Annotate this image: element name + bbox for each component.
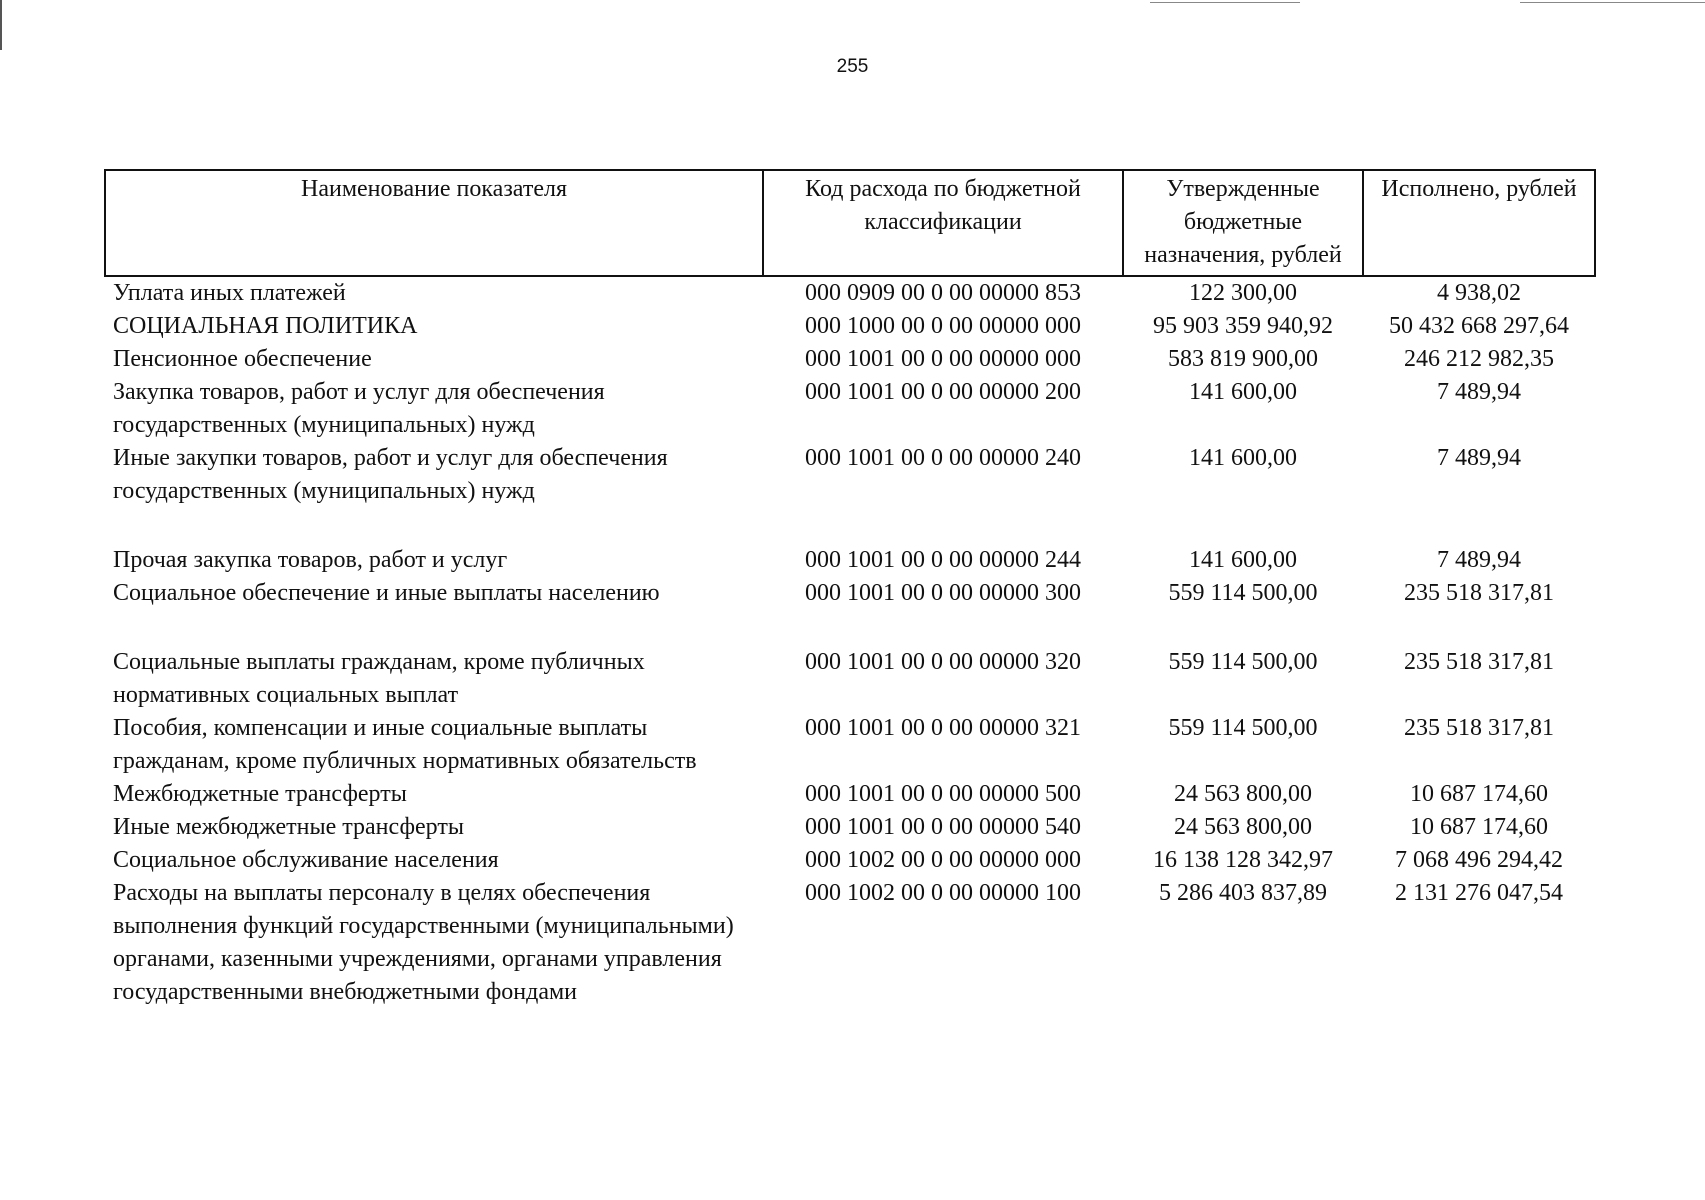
budget-table <box>104 169 1596 1009</box>
row-plan: 5 286 403 837,89 <box>1159 880 1327 906</box>
table-row <box>105 376 1595 442</box>
row-done: 7 489,94 <box>1437 379 1521 405</box>
scan-edge-line <box>1150 2 1300 3</box>
header-name: Наименование показателя <box>105 170 763 276</box>
row-code: 000 1002 00 0 00 00000 100 <box>805 880 1081 906</box>
row-plan: 559 114 500,00 <box>1168 715 1318 741</box>
row-done: 10 687 174,60 <box>1410 781 1548 807</box>
scan-edge-mark <box>0 0 2 50</box>
row-plan: 122 300,00 <box>1189 280 1297 306</box>
table-row <box>105 276 1595 310</box>
row-code: 000 1001 00 0 00 00000 300 <box>805 580 1081 606</box>
row-name: Социальное обеспечение и иные выплаты населению <box>113 580 660 606</box>
row-name: Социальные выплаты гражданам, кроме публичных нормативных социальных выплат <box>113 649 645 708</box>
table-row <box>105 712 1595 778</box>
table-row <box>105 343 1595 376</box>
row-plan: 583 819 900,00 <box>1168 346 1318 372</box>
row-code: 000 1001 00 0 00 00000 240 <box>805 445 1081 471</box>
table-row <box>105 646 1595 712</box>
row-name: Иные закупки товаров, работ и услуг для обеспечения государственных (муниципальных) нужд <box>113 445 668 504</box>
row-code: 000 1001 00 0 00 00000 200 <box>805 379 1081 405</box>
row-code: 000 1001 00 0 00 00000 500 <box>805 781 1081 807</box>
row-done: 7 489,94 <box>1437 547 1521 573</box>
page-number: 255 <box>836 56 869 77</box>
row-done: 235 518 317,81 <box>1404 649 1554 675</box>
row-code: 000 1001 00 0 00 00000 321 <box>805 715 1081 741</box>
header-code: Код расхода по бюджетной классификации <box>763 170 1123 276</box>
table-header-row <box>105 170 1595 276</box>
row-plan: 559 114 500,00 <box>1168 580 1318 606</box>
row-code: 000 1001 00 0 00 00000 000 <box>805 346 1081 372</box>
row-name: Социальное обслуживание населения <box>113 847 499 873</box>
row-done: 2 131 276 047,54 <box>1395 880 1563 906</box>
row-code: 000 0909 00 0 00 00000 853 <box>805 280 1081 306</box>
header-plan: Утвержденные бюджетные назначения, рублей <box>1123 170 1363 276</box>
row-name: Расходы на выплаты персоналу в целях обеспечения выполнения функций государственными (муниципальными) органами, казенными учреждениями, органами управления государственными внебюджетными фондами <box>113 880 734 1005</box>
row-plan: 559 114 500,00 <box>1168 649 1318 675</box>
row-done: 235 518 317,81 <box>1404 580 1554 606</box>
row-plan: 141 600,00 <box>1189 445 1297 471</box>
row-done: 7 068 496 294,42 <box>1395 847 1563 873</box>
table-row <box>105 877 1595 1009</box>
row-plan: 141 600,00 <box>1189 379 1297 405</box>
row-code: 000 1001 00 0 00 00000 320 <box>805 649 1081 675</box>
row-done: 7 489,94 <box>1437 445 1521 471</box>
header-done: Исполнено, рублей <box>1363 170 1595 276</box>
table-row <box>105 577 1595 646</box>
row-plan: 95 903 359 940,92 <box>1153 313 1333 339</box>
scan-edge-line <box>1520 2 1705 3</box>
row-plan: 24 563 800,00 <box>1174 781 1312 807</box>
row-plan: 24 563 800,00 <box>1174 814 1312 840</box>
row-done: 246 212 982,35 <box>1404 346 1554 372</box>
row-plan: 141 600,00 <box>1189 547 1297 573</box>
row-name: СОЦИАЛЬНАЯ ПОЛИТИКА <box>113 313 418 339</box>
table-row <box>105 544 1595 577</box>
table-row <box>105 778 1595 811</box>
row-name: Пенсионное обеспечение <box>113 346 372 372</box>
row-done: 50 432 668 297,64 <box>1389 313 1569 339</box>
row-code: 000 1000 00 0 00 00000 000 <box>805 313 1081 339</box>
row-code: 000 1001 00 0 00 00000 244 <box>805 547 1081 573</box>
row-done: 4 938,02 <box>1437 280 1521 306</box>
table-row <box>105 310 1595 343</box>
row-name: Закупка товаров, работ и услуг для обеспечения государственных (муниципальных) нужд <box>113 379 605 438</box>
row-code: 000 1002 00 0 00 00000 000 <box>805 847 1081 873</box>
row-done: 235 518 317,81 <box>1404 715 1554 741</box>
row-name: Прочая закупка товаров, работ и услуг <box>113 547 508 573</box>
row-name: Пособия, компенсации и иные социальные выплаты гражданам, кроме публичных нормативных обязательств <box>113 715 697 774</box>
row-done: 10 687 174,60 <box>1410 814 1548 840</box>
table-row <box>105 442 1595 544</box>
row-name: Иные межбюджетные трансферты <box>113 814 464 840</box>
table-row <box>105 811 1595 844</box>
table-row <box>105 844 1595 877</box>
row-code: 000 1001 00 0 00 00000 540 <box>805 814 1081 840</box>
row-plan: 16 138 128 342,97 <box>1153 847 1333 873</box>
row-name: Уплата иных платежей <box>113 280 346 306</box>
row-name: Межбюджетные трансферты <box>113 781 407 807</box>
